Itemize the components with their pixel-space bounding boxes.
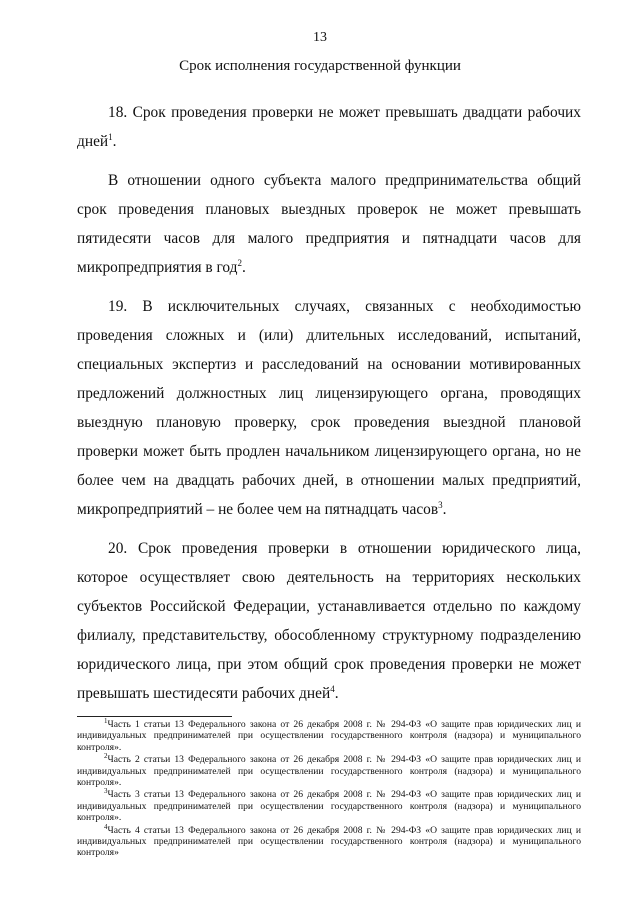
footnote-text: Часть 2 статьи 13 Федерального закона от 26 декабря 2008 г. № 294-ФЗ «О защите прав юридических лиц и индивидуальных предпринимателей при осуществлении государственного контроля (надзора) и муниципального контроля». — [77, 754, 581, 789]
footnote-ref: 4 — [330, 683, 335, 694]
paragraph-18-sub — [77, 166, 581, 282]
paragraph-text: В отношении одного субъекта малого предпринимательства общий срок проведения плановых выездных проверок не может превышать пятидесяти часов для малого предприятия и пятнадцати часов для микропредприятия в год — [77, 172, 581, 276]
paragraph-tail: . — [112, 133, 117, 150]
footnote-2 — [77, 754, 581, 788]
section-title: Срок исполнения государственной функции — [179, 58, 461, 74]
paragraph-text: 20. Срок проведения проверки в отношении юридического лица, которое осуществляет свою деятельность на территориях нескольких субъектов Российской Федерации, устанавливается отдельно по каждому филиалу, представительству, обособленному структурному подразделению юридического лица, при этом общий срок проведения проверки не может превышать шестидесяти рабочих дней — [77, 540, 581, 702]
footnote-text: Часть 4 статьи 13 Федерального закона от 26 декабря 2008 г. № 294-ФЗ «О защите прав юридических лиц и индивидуальных предпринимателей при осуществлении государственного контроля (надзора) и муниципального контроля» — [77, 824, 581, 859]
footnote-separator — [77, 716, 232, 717]
footnote-text: Часть 1 статьи 13 Федерального закона от 26 декабря 2008 г. № 294-ФЗ «О защите прав юридических лиц и индивидуальных предпринимателей при осуществлении государственного контроля (надзора) и муниципального контроля». — [77, 719, 581, 753]
paragraph-text: 18. Срок проведения проверки не может превышать двадцати рабочих дней — [77, 104, 581, 150]
footnote-mark: 1 — [104, 716, 108, 725]
paragraph-tail: . — [242, 259, 246, 276]
page-number: 13 — [313, 30, 327, 45]
footnotes — [77, 716, 581, 860]
paragraph-tail: . — [334, 685, 339, 702]
footnote-ref: 1 — [108, 131, 113, 142]
footnote-ref: 3 — [438, 499, 443, 510]
paragraph-tail: . — [442, 501, 447, 518]
footnote-ref: 2 — [237, 257, 242, 268]
paragraph-19 — [77, 292, 581, 524]
paragraph-text: 19. В исключительных случаях, связанных с необходимостью проведения сложных и (или) длительных исследований, испытаний, специальных экспертиз и расследований на основании мотивированных предложений должностных лиц лицензирующего органа, проводящих выездную плановую проверку, срок проведения выездной плановой проверки может быть продлен начальником лицензирующего органа, но не более чем на двадцать рабочих дней, в отношении малых предприятий, микропредприятий – не более чем на пятнадцать часов — [77, 298, 581, 518]
footnote-text: Часть 3 статьи 13 Федерального закона от 26 декабря 2008 г. № 294-ФЗ «О защите прав юридических лиц и индивидуальных предпринимателей при осуществлении государственного контроля (надзора) и муниципального контроля». — [77, 789, 581, 824]
footnote-4 — [77, 822, 581, 859]
paragraph-18 — [77, 98, 581, 156]
footnote-mark: 4 — [104, 822, 108, 831]
footnote-mark: 2 — [104, 752, 108, 761]
footnote-1 — [77, 716, 581, 753]
document-body — [77, 98, 581, 718]
footnote-mark: 3 — [104, 787, 108, 796]
paragraph-20 — [77, 534, 581, 708]
footnote-3 — [77, 789, 581, 823]
